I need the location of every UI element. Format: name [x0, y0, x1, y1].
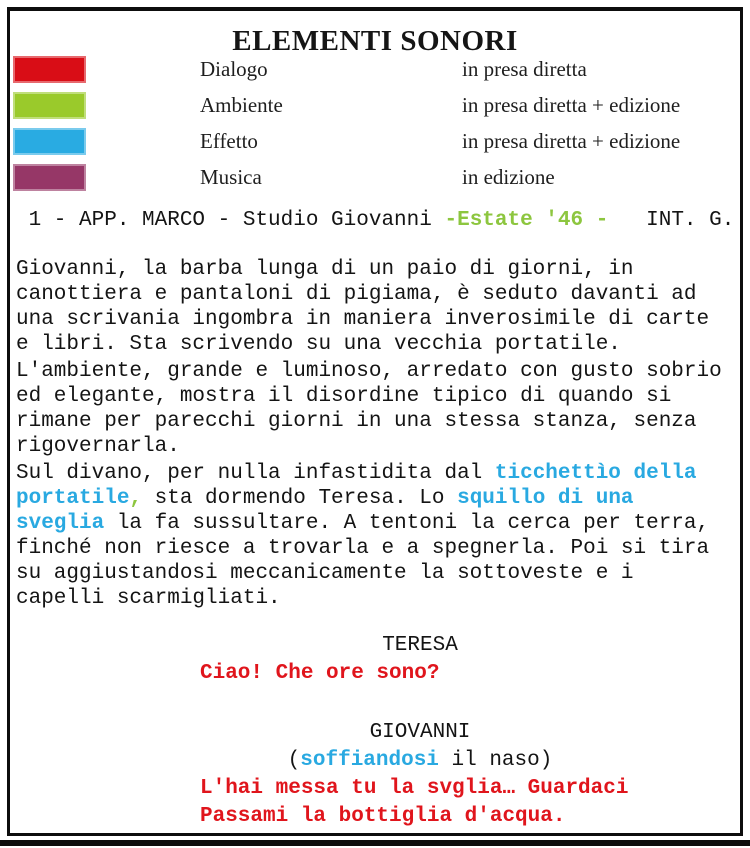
dialogue-line — [200, 660, 640, 688]
dialogue-line — [200, 803, 640, 831]
sound-elements-legend — [10, 56, 740, 206]
dialogue-block-teresa — [200, 632, 640, 688]
legend-label: Dialogo — [200, 57, 268, 81]
page-bottom-edge — [0, 840, 750, 846]
character-name: GIOVANNI — [369, 721, 471, 744]
text-segment: INT. G. — [608, 209, 735, 232]
legend-title: ELEMENTI SONORI — [232, 25, 518, 57]
legend-row-dialogo — [10, 56, 740, 83]
text-segment: , — [129, 487, 143, 510]
text-segment: sta dormendo Teresa. Lo — [142, 487, 458, 510]
red-color-swatch — [13, 56, 86, 83]
action-paragraphs — [16, 257, 730, 611]
action-paragraph — [16, 257, 730, 357]
action-paragraph — [16, 359, 730, 459]
page-border-frame — [7, 7, 743, 836]
text-segment: ( — [287, 749, 301, 772]
text-segment: L'ambiente, grande e luminoso, arredato con gusto sobrio ed elegante, mostra il disordine tipico di quando si rimane per parecchi giorni in una stessa stanza, senza rigovernarla. — [16, 360, 722, 458]
legend-label: Ambiente — [200, 93, 283, 117]
text-segment: Ciao! Che ore sono? — [200, 662, 440, 685]
parenthetical — [200, 747, 640, 775]
blue-color-swatch — [13, 128, 86, 155]
dialogue-line — [200, 775, 640, 803]
text-segment: squillo di una sveglia — [16, 487, 634, 535]
scene-heading — [16, 208, 735, 233]
green-color-swatch — [13, 92, 86, 119]
purple-color-swatch — [13, 164, 86, 191]
dialogue-block-giovanni — [200, 719, 640, 831]
legend-row-musica — [10, 164, 740, 191]
text-segment: il naso) — [438, 749, 553, 772]
text-segment: ticchettìo della portatile — [16, 462, 697, 510]
text-segment: la fa sussultare. A tentoni la cerca per terra, finché non riesce a trovarla e a spegnerla. Poi si tira su aggiustandosi meccanicamente la sottoveste e i capelli scarmigliati. — [16, 512, 710, 610]
text-segment: -Estate '46 - — [444, 209, 609, 232]
dialogue-blocks — [16, 632, 730, 831]
character-name: TERESA — [382, 634, 458, 657]
legend-value: in presa diretta + edizione — [462, 93, 681, 117]
text-segment: L'hai messa tu la svglia… Guardaci — [200, 777, 629, 800]
text-segment: soffiandosi — [300, 749, 439, 772]
legend-label: Effetto — [200, 129, 258, 153]
legend-value: in edizione — [462, 165, 555, 189]
text-segment: 1 - APP. MARCO - Studio Giovanni — [16, 209, 445, 232]
legend-label: Musica — [200, 165, 262, 189]
legend-value: in presa diretta — [462, 57, 587, 81]
text-segment: Giovanni, la barba lunga di un paio di giorni, in canottiera e pantaloni di pigiama, è seduto davanti ad una scrivania ingombra in maniera inverosimile di carte e libri. Sta scrivendo su una vecchia portatile. — [16, 258, 710, 356]
legend-value: in presa diretta + edizione — [462, 129, 681, 153]
script-body — [16, 208, 735, 831]
legend-row-ambiente — [10, 92, 740, 119]
text-segment: Sul divano, per nulla infastidita dal — [16, 462, 495, 485]
action-paragraph — [16, 461, 730, 611]
legend-row-effetto — [10, 128, 740, 155]
text-segment: Passami la bottiglia d'acqua. — [200, 805, 566, 828]
